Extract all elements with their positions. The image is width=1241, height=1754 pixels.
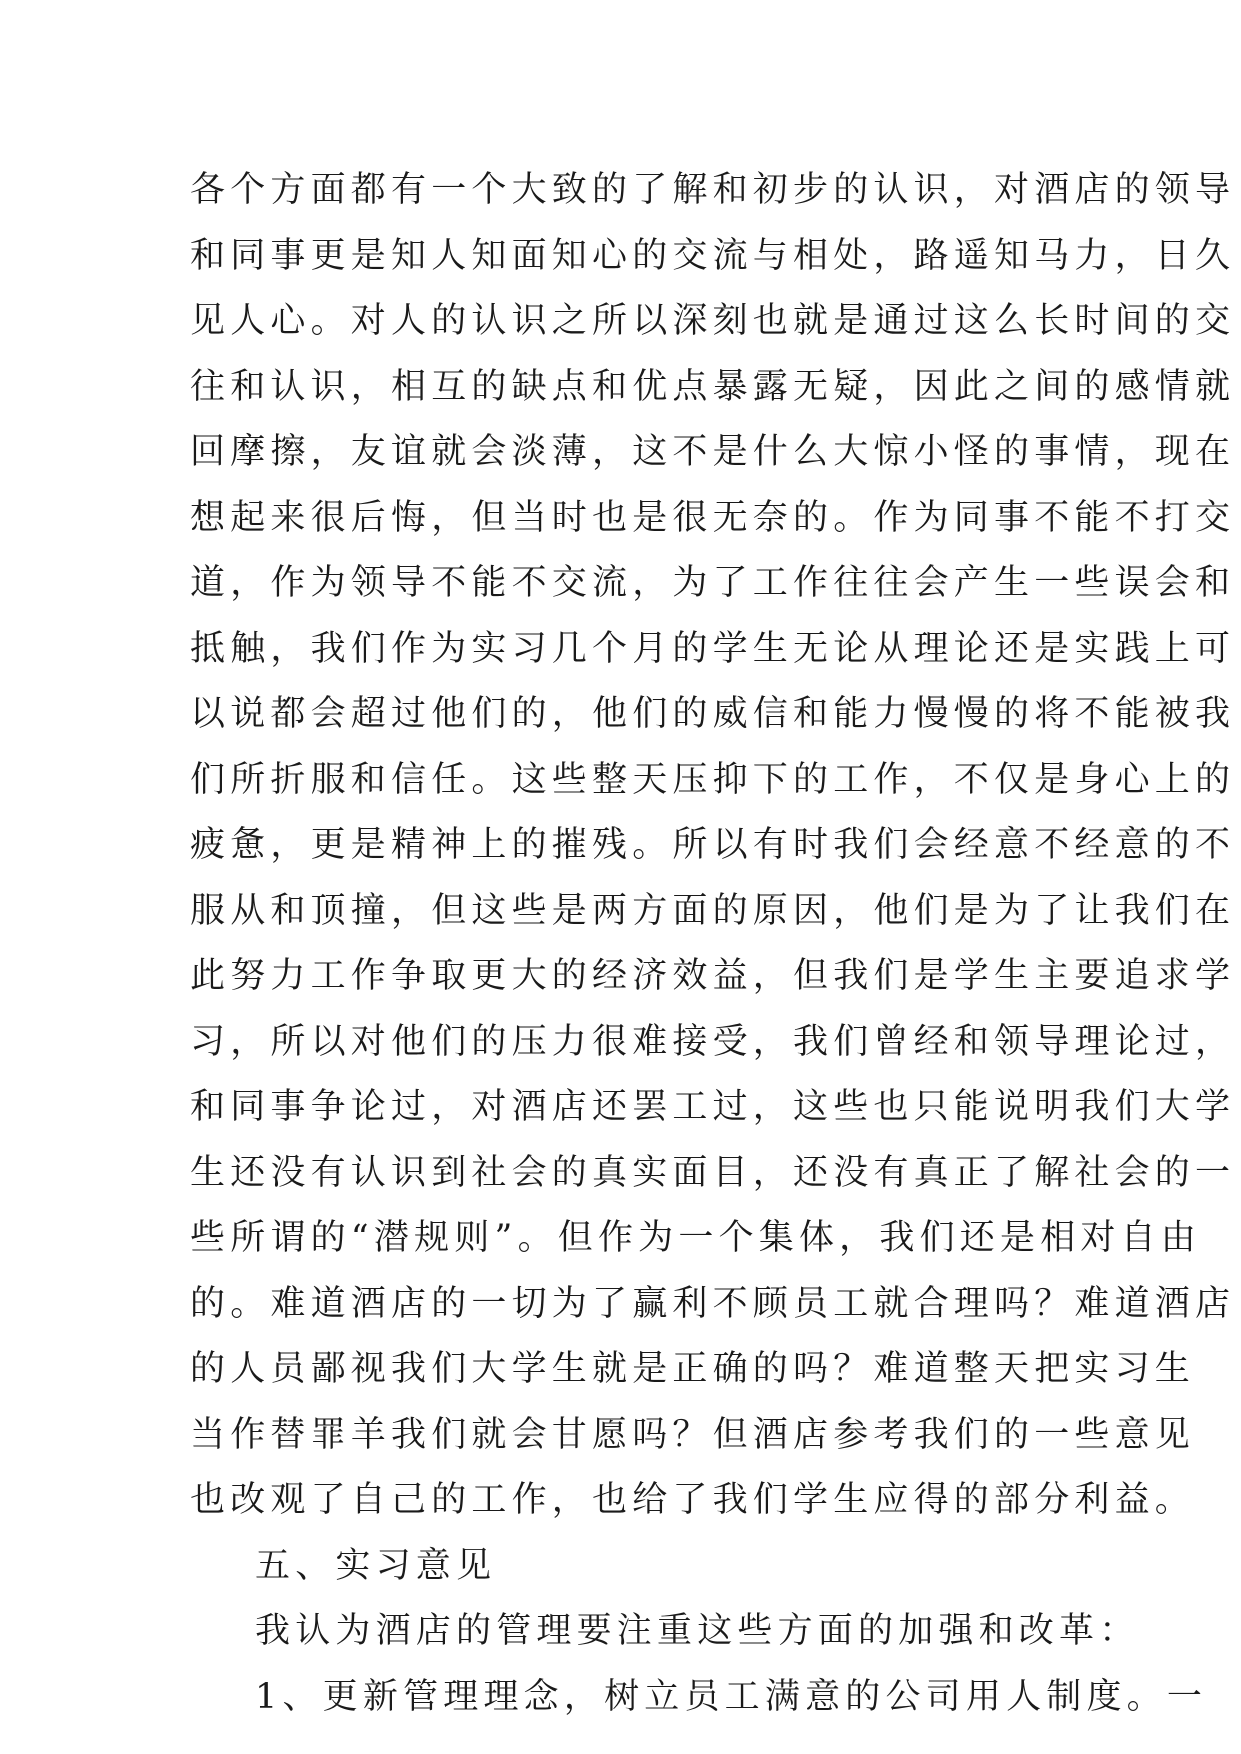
body-text-line: 和同事争论过，对酒店还罢工过，这些也只能说明我们大学 — [190, 1087, 1236, 1127]
body-text-line: 想起来很后悔，但当时也是很无奈的。作为同事不能不打交 — [190, 497, 1236, 538]
body-text-line: 以说都会超过他们的，他们的威信和能力慢慢的将不能被我 — [190, 694, 1236, 734]
body-text-line: 也改观了自己的工作，也给了我们学生应得的部分利益。 — [190, 1480, 1196, 1520]
body-text-line: 疲惫，更是精神上的摧残。所以有时我们会经意不经意的不 — [190, 825, 1236, 865]
section-heading: 五、实习意见 — [255, 1545, 497, 1586]
body-text-line: 的。难道酒店的一切为了赢利不顾员工就合理吗？难道酒店 — [190, 1283, 1236, 1324]
body-text-line: 生还没有认识到社会的真实面目，还没有真正了解社会的一 — [190, 1152, 1236, 1193]
body-text-line: 各个方面都有一个大致的了解和初步的认识，对酒店的领导 — [190, 170, 1236, 210]
document-body — [190, 158, 1236, 1730]
list-item-first: 1、更新管理理念，树立员工满意的公司用人制度。一 — [255, 1676, 1208, 1717]
body-text-line: 回摩擦，友谊就会淡薄，这不是什么大惊小怪的事情，现在 — [190, 432, 1236, 472]
body-text-line: 道，作为领导不能不交流，为了工作往往会产生一些误会和 — [190, 563, 1236, 603]
body-text-line: 的人员鄙视我们大学生就是正确的吗？难道整天把实习生 — [190, 1349, 1196, 1389]
body-text-line: 抵触，我们作为实习几个月的学生无论从理论还是实践上可 — [190, 628, 1236, 669]
body-paragraph: 我认为酒店的管理要注重这些方面的加强和改革： — [255, 1611, 1140, 1651]
body-text-line: 此努力工作争取更大的经济效益，但我们是学生主要追求学 — [190, 956, 1236, 996]
body-text-line: 习，所以对他们的压力很难接受，我们曾经和领导理论过， — [190, 1021, 1236, 1062]
body-text-line: 们所折服和信任。这些整天压抑下的工作，不仅是身心上的 — [190, 759, 1236, 800]
body-text-line: 服从和顶撞，但这些是两方面的原因，他们是为了让我们在 — [190, 890, 1236, 931]
body-text-line: 些所谓的“潜规则”。但作为一个集体，我们还是相对自由 — [190, 1218, 1201, 1258]
body-text-line: 往和认识，相互的缺点和优点暴露无疑，因此之间的感情就 — [190, 366, 1236, 407]
body-text-line: 见人心。对人的认识之所以深刻也就是通过这么长时间的交 — [190, 301, 1236, 341]
body-text-line: 和同事更是知人知面知心的交流与相处，路遥知马力，日久 — [190, 235, 1236, 276]
body-text-line: 当作替罪羊我们就会甘愿吗？但酒店参考我们的一些意见 — [190, 1414, 1196, 1455]
